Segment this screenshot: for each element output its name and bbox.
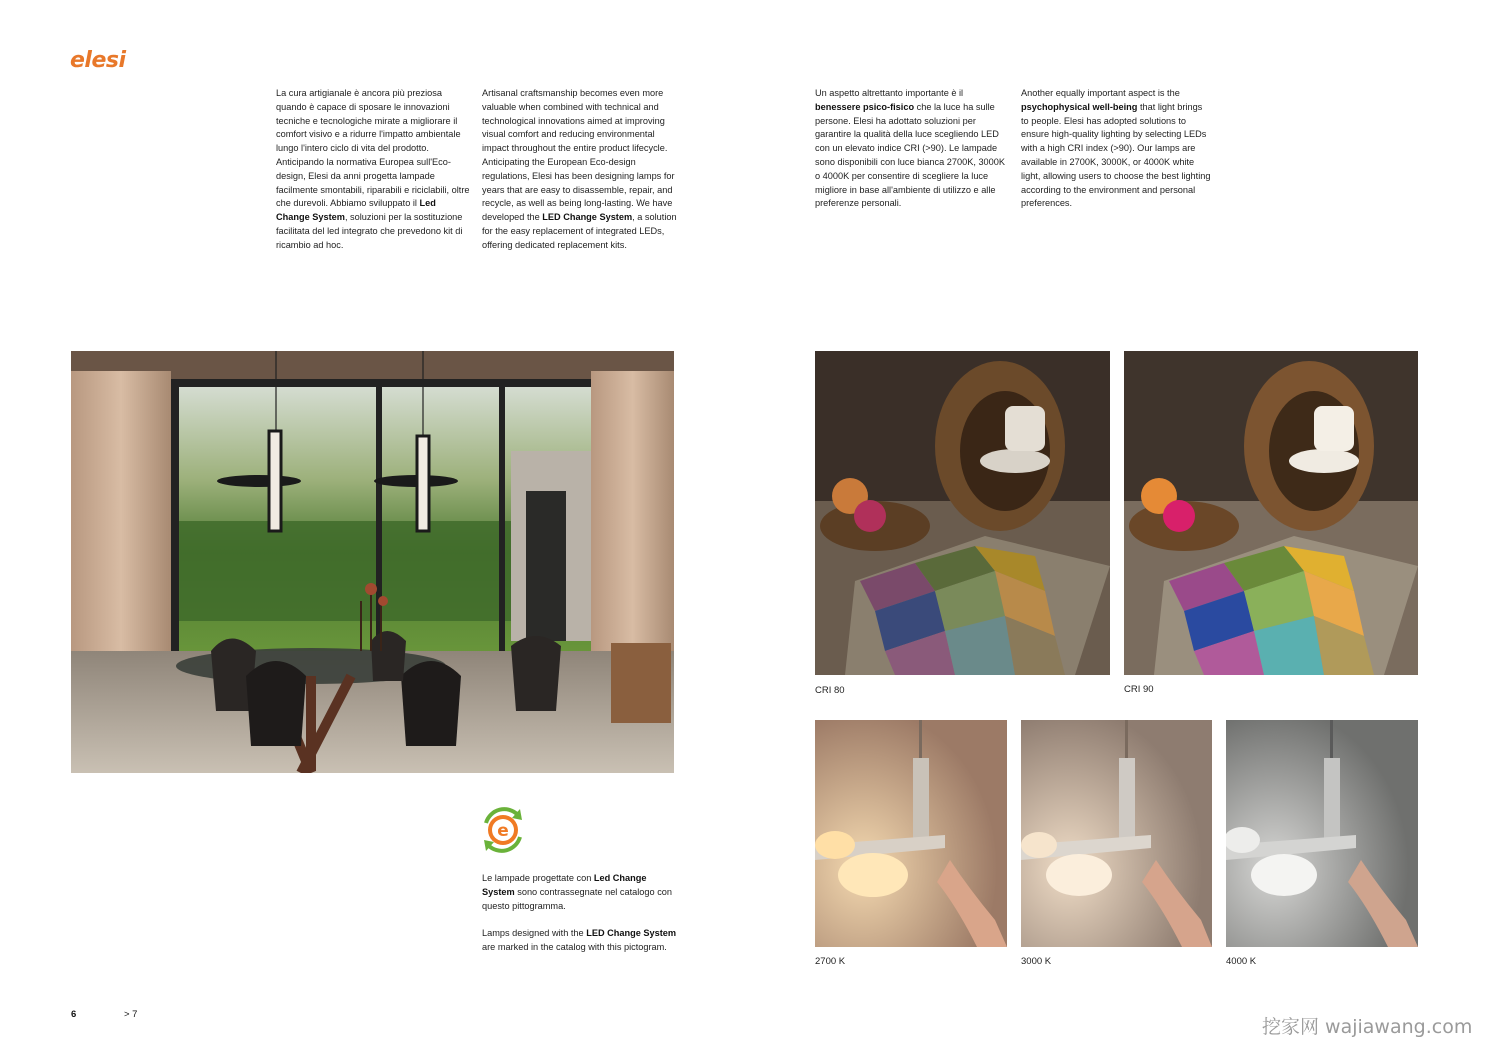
dining-room-photo: [71, 351, 674, 773]
text-segment: , soluzioni per la sostituzione facilitata del led integrato che prevedono kit di ricambio ad hoc.: [276, 212, 463, 250]
lamp-2700k-photo: [815, 720, 1007, 947]
svg-text:e: e: [497, 821, 509, 841]
watermark: 挖家网 wajiawang.com: [1262, 1016, 1473, 1038]
caption-2700k: 2700 K: [815, 956, 846, 967]
text-segment: che la luce ha sulle persone. Elesi ha adottato soluzioni per garantire la qualità della luce scegliendo LED con un elevato indice CRI (>90). Le lampade sono disponibili con luce bianca 2700K, 3000K o 4000K per consentire di scegliere la luce migliore in base all'ambiente di utilizzo e alle preferenze personali.: [815, 101, 1006, 209]
text-segment: sono contrassegnate nel catalogo con questo pittogramma.: [482, 886, 673, 911]
text-bold: LED Change System: [542, 212, 633, 223]
text-segment: that light brings to people. Elesi has adopted solutions to ensure high-quality lighting by selecting LEDs with a high CRI index (>90). Our lamps are available in 2700K, 3000K, or 4000K white light, allowing users to choose the best lighting according to the environment and personal preferences.: [1021, 101, 1211, 209]
caption-cri90: CRI 90: [1124, 684, 1154, 695]
text-segment: Lamps designed with the: [482, 928, 587, 938]
text-bold: psychophysical well-being: [1021, 101, 1138, 112]
pictogram-note-italian: [482, 872, 677, 913]
caption-3000k: 3000 K: [1021, 956, 1052, 967]
text-bold: benessere psico-fisico: [815, 101, 915, 112]
wellbeing-text-english: [1021, 87, 1211, 211]
next-page-link[interactable]: > 7: [124, 1009, 138, 1020]
text-bold: Led Change System: [276, 198, 436, 223]
intro-text-italian: [276, 87, 471, 253]
caption-cri80: CRI 80: [815, 685, 845, 696]
text-segment: Another equally important aspect is the: [1021, 88, 1180, 98]
text-bold: Led Change System: [482, 873, 647, 897]
lamp-3000k-photo: [1021, 720, 1212, 947]
page-number: 6: [71, 1009, 77, 1020]
text-segment: La cura artigianale è ancora più preziosa quando è capace di sposare le innovazioni tecniche e tecnologiche mirate a migliorare il comfort visivo e a ridurre l'impatto ambientale lungo l'intero ciclo di vita del prodotto. Anticipando la normativa Europea sull'Eco-design, Elesi da anni progetta lampade facilmente smontabili, riparabili e riciclabili, oltre che durevoli. Abbiamo sviluppato il: [276, 88, 470, 209]
text-segment: are marked in the catalog with this pictogram.: [482, 941, 667, 952]
led-change-pictogram-icon: [476, 803, 530, 857]
text-segment: , a solution for the easy replacement of integrated LEDs, offering dedicated replacement kits.: [482, 212, 677, 250]
pictogram-note-english: [482, 927, 677, 955]
caption-4000k: 4000 K: [1226, 956, 1257, 967]
wellbeing-text-italian: [815, 87, 1008, 211]
text-segment: Un aspetto altrettanto importante è il: [815, 88, 964, 98]
cri80-photo: [815, 351, 1110, 675]
cri90-photo: [1124, 351, 1418, 675]
text-segment: Artisanal craftsmanship becomes even more valuable when combined with technical and technological innovations aimed at improving visual comfort and reducing environmental impact throughout the entire product lifecycle. Anticipating the European Eco-design regulations, Elesi has been designing lamps for years that are easy to disassemble, repair, and recycle, as well as being long-lasting. We have developed the: [482, 88, 675, 223]
intro-text-english: [482, 87, 678, 253]
text-segment: Le lampade progettate con: [482, 873, 594, 883]
text-bold: LED Change System: [586, 928, 677, 938]
lamp-4000k-photo: [1226, 720, 1418, 947]
brand-logo: elesi: [70, 48, 126, 73]
